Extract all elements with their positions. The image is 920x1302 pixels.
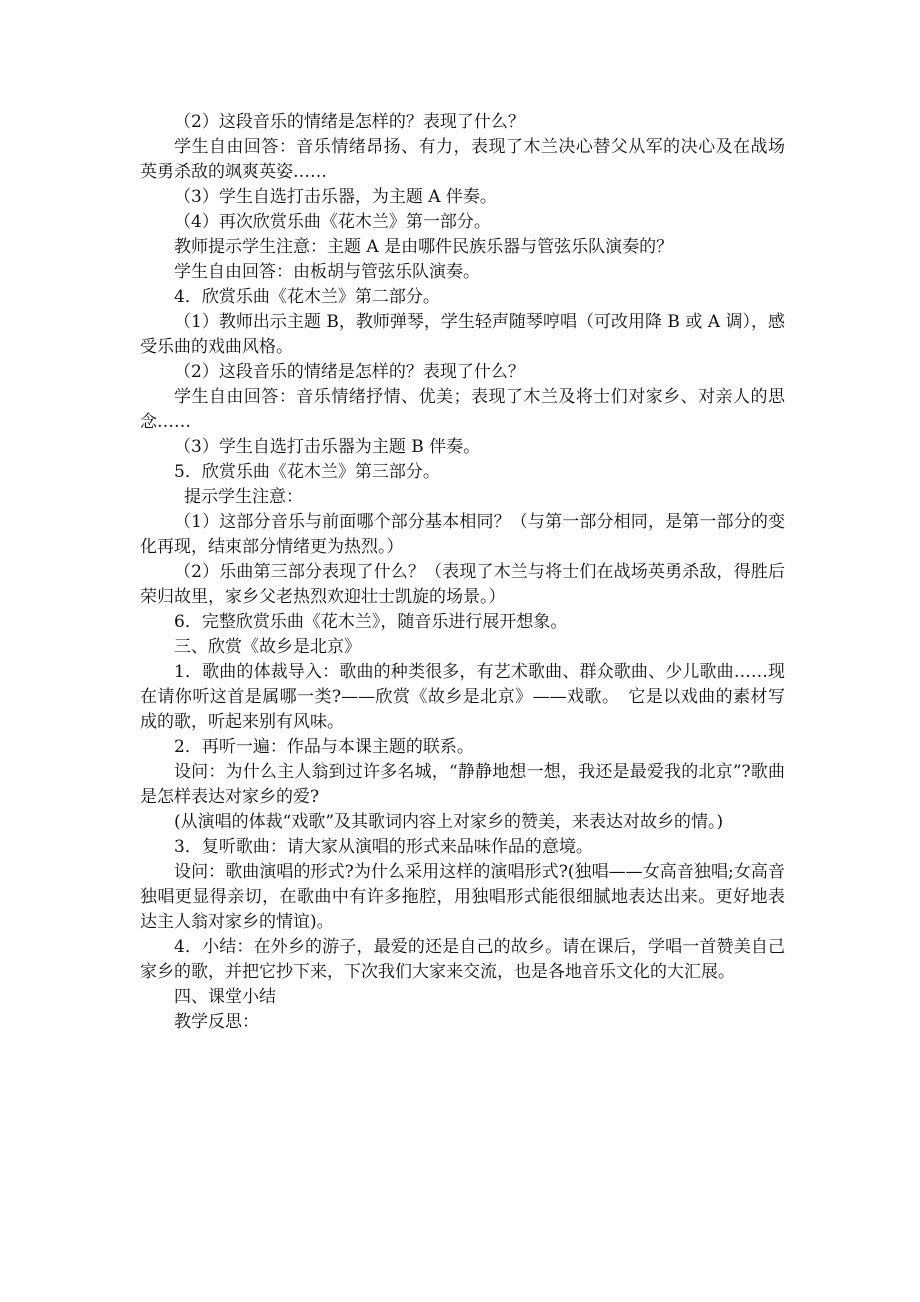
paragraph-step-4: 4．欣赏乐曲《花木兰》第二部分。 (174, 287, 440, 307)
paragraph-q3-percussion-a: （3）学生自选打击乐器，为主题 A 伴奏。 (174, 187, 497, 207)
paragraph-answer-theme-b: 学生自由回答：音乐情绪抒情、优美；表现了木兰及将士们对家乡、对亲人的思念…… (140, 387, 785, 432)
section-heading-4: 四、课堂小结 (174, 987, 276, 1007)
paragraph-step-5: 5．欣赏乐曲《花木兰》第三部分。 (174, 462, 440, 482)
paragraph-q2-emotion: （2）这段音乐的情绪是怎样的？表现了什么？ (174, 112, 525, 132)
paragraph-answer-theme-a: 学生自由回答：音乐情绪昂扬、有力，表现了木兰决心替父从军的决心及在战场英勇杀敌的飒爽英姿…… (140, 137, 785, 182)
paragraph-answer-banhu: 学生自由回答：由板胡与管弦乐队演奏。 (174, 262, 480, 282)
paragraph-part3-q2: （2）乐曲第三部分表现了什么？（表现了木兰与将士们在战场英勇杀敌，得胜后荣归故里，家乡父老热烈欢迎壮士凯旋的场景。） (140, 562, 785, 607)
paragraph-reflection: 教学反思： (174, 1012, 259, 1032)
paragraph-question-form: 设问：歌曲演唱的形式?为什么采用这样的演唱形式?(独唱——女高音独唱;女高音独唱更显得亲切，在歌曲中有许多拖腔，用独唱形式能很细腻地表达出来。更好地表达主人翁对家乡的情谊)。 (140, 862, 785, 932)
paragraph-q4-listen-again: （4）再次欣赏乐曲《花木兰》第一部分。 (174, 212, 491, 232)
document-body (140, 110, 785, 1035)
paragraph-hint-students: 提示学生注意： (184, 487, 303, 507)
paragraph-teacher-hint: 教师提示学生注意：主题 A 是由哪件民族乐器与管弦乐队演奏的？ (174, 237, 674, 257)
paragraph-answer-xige: (从演唱的体裁“戏歌”及其歌词内容上对家乡的赞美，来表达对故乡的情。) (174, 812, 724, 832)
paragraph-theme-b-hum: （1）教师出示主题 B，教师弹琴，学生轻声随琴哼唱（可改用降 B 或 A 调），感受乐曲的戏曲风格。 (140, 312, 785, 357)
paragraph-song-genre: 1．歌曲的体裁导入：歌曲的种类很多，有艺术歌曲、群众歌曲、少儿歌曲……现在请你听这首是属哪一类?——欣赏《故乡是北京》——戏歌。 它是以戏曲的素材写成的歌，听起来别有风味。 (140, 662, 785, 732)
paragraph-step-6: 6．完整欣赏乐曲《花木兰》，随音乐进行展开想象。 (174, 612, 568, 632)
paragraph-question-love: 设问：为什么主人翁到过许多名城，“静静地想一想，我还是最爱我的北京”?歌曲是怎样表达对家乡的爱? (140, 762, 785, 807)
paragraph-relisten: 3．复听歌曲：请大家从演唱的形式来品味作品的意境。 (174, 837, 593, 857)
paragraph-part3-q1: （1）这部分音乐与前面哪个部分基本相同？（与第一部分相同，是第一部分的变化再现，结束部分情绪更为热烈。） (140, 512, 785, 557)
section-heading-3: 三、欣赏《故乡是北京》 (174, 637, 361, 657)
paragraph-listen-again: 2．再听一遍：作品与本课主题的联系。 (174, 737, 474, 757)
paragraph-q3-percussion-b: （3）学生自选打击乐器为主题 B 伴奏。 (174, 437, 481, 457)
paragraph-q2-emotion-b: （2）这段音乐的情绪是怎样的？表现了什么？ (174, 362, 525, 382)
paragraph-summary-4: 4．小结：在外乡的游子，最爱的还是自己的故乡。请在课后，学唱一首赞美自己家乡的歌，并把它抄下来，下次我们大家来交流，也是各地音乐文化的大汇展。 (140, 937, 785, 982)
